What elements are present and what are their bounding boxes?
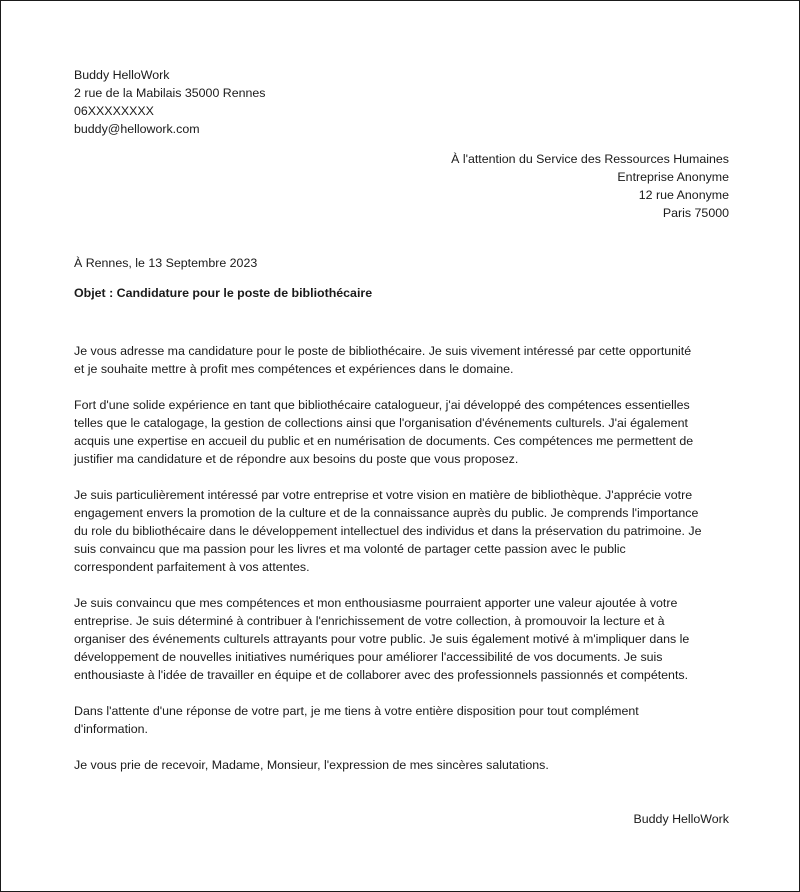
sender-name: Buddy HelloWork <box>74 68 170 82</box>
subject-line <box>74 284 729 302</box>
paragraph-line: entreprise. Je suis déterminé à contribuer à l'enrichissement de votre collection, à promouvoir la lecture et à <box>74 614 665 628</box>
paragraph-6 <box>74 756 729 774</box>
date-text: À Rennes, le 13 Septembre 2023 <box>74 256 258 270</box>
paragraph-line: d'information. <box>74 722 148 736</box>
paragraph-line: Fort d'une solide expérience en tant que bibliothécaire catalogueur, j'ai développé des compétences essentielles <box>74 398 690 412</box>
sender-block <box>74 66 729 138</box>
paragraph-line: engagement envers la promotion de la culture et de la connaissance auprès du public. Je comprends l'importance <box>74 506 699 520</box>
paragraph-3 <box>74 486 729 576</box>
sender-address: 2 rue de la Mabilais 35000 Rennes <box>74 86 266 100</box>
paragraph-2 <box>74 396 729 468</box>
paragraph-line: du role du bibliothécaire dans le développement intellectuel des individus et dans la préservation du patrimoine. Je <box>74 524 702 538</box>
paragraph-line: correspondent parfaitement à vos attentes. <box>74 560 310 574</box>
recipient-attention: À l'attention du Service des Ressources Humaines <box>451 152 729 166</box>
paragraph-line: Je suis convaincu que mes compétences et mon enthousiasme pourraient apporter une valeur ajoutée à votre <box>74 596 678 610</box>
signature-name: Buddy HelloWork <box>633 812 729 826</box>
recipient-company: Entreprise Anonyme <box>617 170 729 184</box>
paragraph-line: Je vous adresse ma candidature pour le poste de bibliothécaire. Je suis vivement intéressé par cette opportunité <box>74 344 692 358</box>
paragraph-line: acquis une expertise en accueil du public et en numérisation de documents. Ces compétences me permettent de <box>74 434 694 448</box>
paragraph-5 <box>74 702 729 738</box>
paragraph-line: développement de nouvelles initiatives numériques pour améliorer l'accessibilité de vos documents. Je suis <box>74 650 663 664</box>
paragraph-line: suis convaincu que ma passion pour les livres et ma volonté de partager cette passion avec le public <box>74 542 626 556</box>
paragraph-line: telles que le catalogage, la gestion de collections ainsi que l'organisation d'événements culturels. J'ai également <box>74 416 688 430</box>
paragraph-4 <box>74 594 729 684</box>
paragraph-line: enthousiaste à l'idée de travailler en équipe et de collaborer avec des professionnels passionnés et compétents. <box>74 668 689 682</box>
date-line <box>74 254 729 272</box>
paragraph-1 <box>74 342 729 378</box>
paragraph-line: organiser des événements culturels attrayants pour votre public. Je suis également motivé à m'impliquer dans le <box>74 632 690 646</box>
paragraph-line: Je vous prie de recevoir, Madame, Monsieur, l'expression de mes sincères salutations. <box>74 758 549 772</box>
recipient-street: 12 rue Anonyme <box>638 188 729 202</box>
signature-block <box>74 810 729 828</box>
recipient-city: Paris 75000 <box>662 206 729 220</box>
sender-phone: 06XXXXXXXX <box>74 104 154 118</box>
recipient-block <box>74 150 729 222</box>
paragraph-line: justifier ma candidature et de répondre aux besoins du poste que vous proposez. <box>74 452 519 466</box>
paragraph-line: et je souhaite mettre à profit mes compétences et expériences dans le domaine. <box>74 362 514 376</box>
paragraph-line: Je suis particulièrement intéressé par votre entreprise et votre vision en matière de bibliothèque. J'apprécie votre <box>74 488 693 502</box>
sender-email: buddy@hellowork.com <box>74 122 200 136</box>
subject-text: Objet : Candidature pour le poste de bibliothécaire <box>74 286 373 300</box>
paragraph-line: Dans l'attente d'une réponse de votre part, je me tiens à votre entière disposition pour tout complément <box>74 704 639 718</box>
